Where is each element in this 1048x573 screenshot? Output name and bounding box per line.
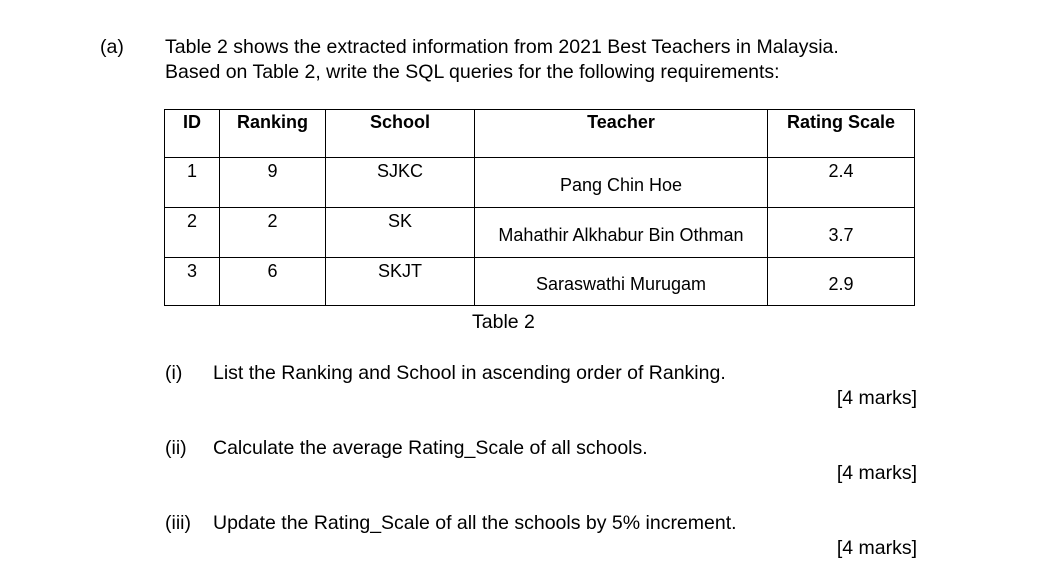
question-intro-line-1: Table 2 shows the extracted information from 2021 Best Teachers in Malaysia.: [165, 36, 839, 58]
question-intro-line-2: Based on Table 2, write the SQL queries for the following requirements:: [165, 61, 780, 83]
table-caption: Table 2: [472, 311, 535, 333]
table-row: [165, 158, 915, 208]
cell-ranking: 6: [220, 258, 326, 306]
cell-ranking: 9: [220, 158, 326, 208]
part-ii-marks: [4 marks]: [836, 462, 917, 484]
cell-rating-scale: 3.7: [768, 208, 915, 258]
part-i-marks: [4 marks]: [836, 387, 917, 409]
part-iii-text: Update the Rating_Scale of all the schools by 5% increment.: [213, 512, 737, 534]
header-rating-scale: Rating Scale: [768, 110, 915, 158]
cell-school: SK: [326, 208, 475, 258]
cell-ranking: 2: [220, 208, 326, 258]
table-row: [165, 258, 915, 306]
header-school: School: [326, 110, 475, 158]
cell-id: 2: [165, 208, 220, 258]
teachers-table: [164, 109, 915, 306]
cell-id: 3: [165, 258, 220, 306]
cell-school: SJKC: [326, 158, 475, 208]
table-header-row: [165, 110, 915, 158]
cell-school: SKJT: [326, 258, 475, 306]
part-iii-marks: [4 marks]: [836, 537, 917, 559]
part-ii-number: (ii): [165, 437, 187, 459]
header-teacher: Teacher: [475, 110, 768, 158]
header-id: ID: [165, 110, 220, 158]
cell-id: 1: [165, 158, 220, 208]
header-ranking: Ranking: [220, 110, 326, 158]
cell-teacher: Mahathir Alkhabur Bin Othman: [475, 208, 768, 258]
question-label: (a): [100, 36, 124, 58]
cell-rating-scale: 2.9: [768, 258, 915, 306]
part-i-number: (i): [165, 362, 183, 384]
table-row: [165, 208, 915, 258]
part-i-text: List the Ranking and School in ascending order of Ranking.: [213, 362, 726, 384]
part-ii-text: Calculate the average Rating_Scale of all schools.: [213, 437, 648, 459]
cell-rating-scale: 2.4: [768, 158, 915, 208]
cell-teacher: Saraswathi Murugam: [475, 258, 768, 306]
cell-teacher: Pang Chin Hoe: [475, 158, 768, 208]
part-iii-number: (iii): [165, 512, 191, 534]
